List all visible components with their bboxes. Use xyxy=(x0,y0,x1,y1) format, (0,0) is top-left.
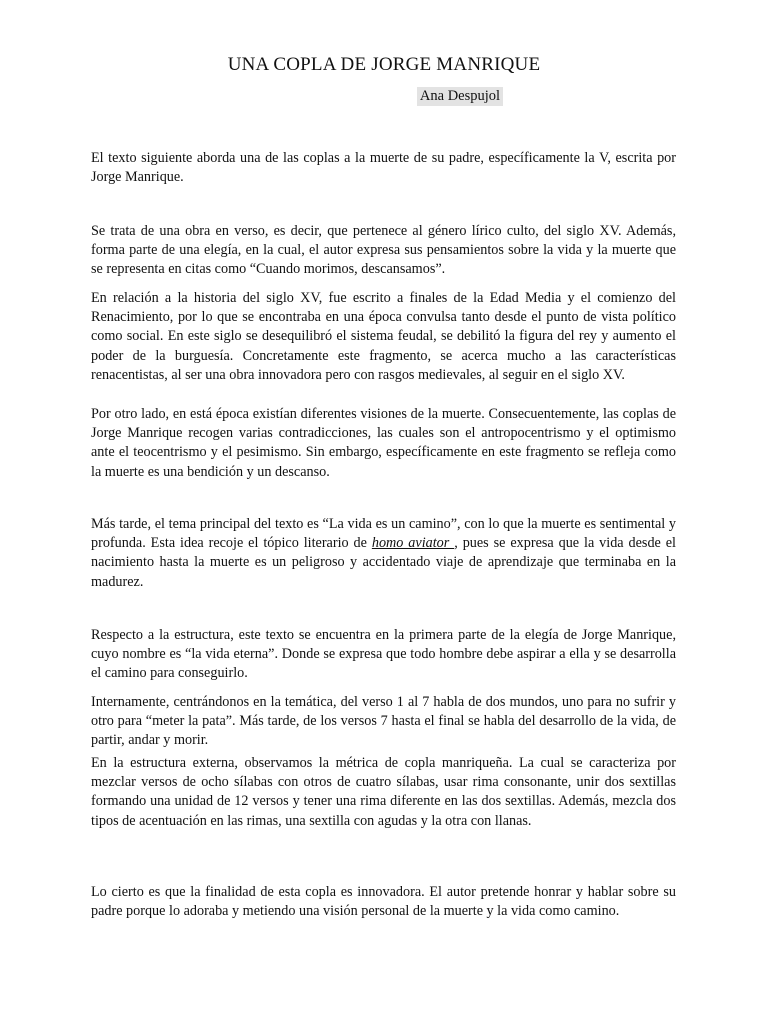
paragraph-text: Internamente, centrándonos en la temática, del verso 1 al 7 habla de dos mundos, uno para no sufrir y otro para “meter la pata”. Más tarde, de los versos 7 hasta el final se habla del desarrollo de la vida, de partir, andar y morir. xyxy=(91,694,676,749)
paragraph-text: En relación a la historia del siglo XV, fue escrito a finales de la Edad Media y el comienzo del Renacimiento, por lo que se encontraba en una época convulsa tanto desde el punto de vista político como social. En este siglo se desequilibró el sistema feudal, se debilitó la figura del rey y aumento el poder de la burguesía. Concretamente este fragmento, se acerca mucho a las características renacentistas, al ser una obra innovadora pero con rasgos medievales, al seguir en el siglo XV. xyxy=(91,290,676,383)
paragraph-text: El texto siguiente aborda una de las coplas a la muerte de su padre, específicamente la V, escrita por Jorge Manrique. xyxy=(91,150,676,186)
author-name: Ana Despujol xyxy=(417,87,503,106)
paragraph-text-part: , pues se expresa que la vida desde el nacimiento hasta la muerte es un peligroso y accidentado viaje de aprendizaje que terminaba en la madurez. xyxy=(91,535,676,590)
paragraph-text: Lo cierto es que la finalidad de esta copla es innovadora. El autor pretende honrar y hablar sobre su padre porque lo adoraba y metiendo una visión personal de la muerte y la vida como camino. xyxy=(91,884,676,920)
paragraph-intro xyxy=(91,149,676,187)
paragraph-genre xyxy=(91,222,676,280)
paragraph-external xyxy=(91,754,676,831)
homo-aviator-link[interactable]: homo aviator xyxy=(371,535,455,552)
paragraph-internal xyxy=(91,693,676,751)
paragraph-conclusion xyxy=(91,883,676,921)
paragraph-text xyxy=(91,515,676,592)
paragraph-history xyxy=(91,289,676,385)
paragraph-text: Respecto a la estructura, este texto se encuentra en la primera parte de la elegía de Jorge Manrique, cuyo nombre es “la vida eterna”. Donde se expresa que todo hombre debe aspirar a ella y se desarrolla el camino para conseguirlo. xyxy=(91,627,676,682)
paragraph-text: Por otro lado, en está época existían diferentes visiones de la muerte. Consecuentemente, las coplas de Jorge Manrique recogen varias contradicciones, las cuales son el antropocentrismo y el optimismo ante el teocentrismo y el pesimismo. Sin embargo, específicamente en este fragmento se refleja como la muerte es una bendición y un descanso. xyxy=(91,406,676,480)
page-title: UNA COPLA DE JORGE MANRIQUE xyxy=(227,54,541,75)
paragraph-visions xyxy=(91,405,676,482)
paragraph-text-part: Más tarde, el tema principal del texto es “La vida es un camino”, con lo que la muerte es sentimental y profunda. Esta idea recoje el tópico literario de xyxy=(91,516,676,552)
author-line xyxy=(0,87,768,106)
paragraph-structure xyxy=(91,626,676,684)
paragraph-text: En la estructura externa, observamos la métrica de copla manriqueña. La cual se caracteriza por mezclar versos de ocho sílabas con otros de cuatro sílabas, usar rima consonante, unir dos sextillas formando una unidad de 12 versos y tener una rima diferente en las dos sextillas. Además, mezcla dos tipos de acentuación en las rimas, una sextilla con agudas y la otra con llanas. xyxy=(91,755,676,829)
paragraph-text: Se trata de una obra en verso, es decir, que pertenece al género lírico culto, del siglo XV. Además, forma parte de una elegía, en la cual, el autor expresa sus pensamientos sobre la vida y la muerte que se representa en citas como “Cuando morimos, descansamos”. xyxy=(91,223,676,278)
paragraph-theme xyxy=(91,515,676,592)
